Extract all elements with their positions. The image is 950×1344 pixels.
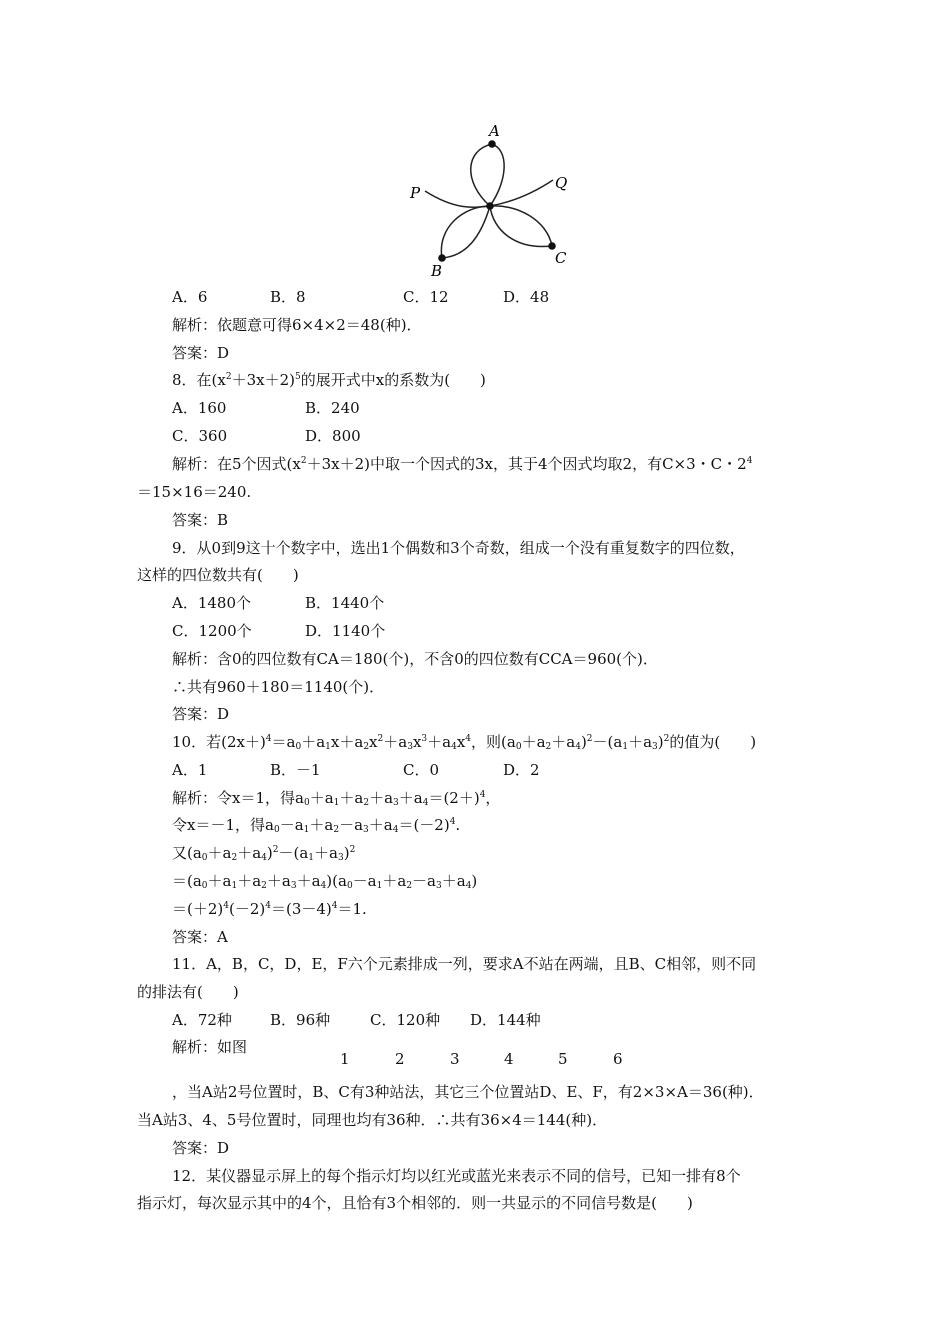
q8-option-a: A．160: [172, 399, 227, 417]
q7-analysis: 解析：依题意可得6×4×2＝48(种)．: [172, 316, 422, 334]
q9-answer: 答案：D: [172, 705, 230, 723]
q11-stem-line2: 的排法有( ): [137, 983, 239, 1001]
q10-analysis-line5: $=(+2)^4(-2)^4=(3-4)^4=1$.: [172, 900, 367, 918]
q8-option-d: D．800: [305, 427, 361, 445]
q9-stem-line1: 9．从0到9这十个数字中，选出1个偶数和3个奇数，组成一个没有重复数字的四位数，: [172, 539, 745, 557]
q9-option-d: D．1140个: [305, 622, 386, 640]
position-1: 1: [340, 1050, 350, 1068]
q11-option-d: D．144种: [470, 1011, 541, 1029]
q12-stem-line2: 指示灯，每次显示其中的4个，且恰有3个相邻的．则一共显示的不同信号数是( ): [137, 1194, 693, 1212]
node-a: [488, 140, 496, 148]
q10-analysis-line3: 又$(a_0+a_2+a_4)^2-(a_1+a_3)^2$: [172, 844, 356, 863]
position-5: 5: [558, 1050, 568, 1068]
q10-analysis-line2: 令x＝－1，得$a_0-a_1+a_2-a_3+a_4=(-2)^4$.: [172, 816, 461, 835]
q7-option-c: C．12: [403, 288, 449, 306]
q11-option-a: A．72种: [172, 1011, 232, 1029]
q9-stem-line2: 这样的四位数共有( ): [137, 566, 299, 584]
label-c: C: [555, 249, 567, 267]
q7-option-d: D．48: [503, 288, 550, 306]
petal-b-lower: [442, 206, 490, 258]
label-p: P: [410, 184, 421, 202]
petal-b-upper: [441, 206, 490, 258]
q11-option-c: C．120种: [370, 1011, 441, 1029]
position-2: 2: [395, 1050, 405, 1068]
q9-option-b: B．1440个: [305, 594, 385, 612]
q10-stem: 10．若$(2x+)^4=a_0+a_1x+a_2x^2+a_3x^3+a_4x^4$，则$(a_0+a_2+a_4)^2-(a_1+a_3)^2$的值为( ): [172, 733, 757, 752]
q8-analysis: 解析：在5个因式$(x^2+3x+2)$中取一个因式的3x，其于4个因式均取2，有C×3・C・$2^4$: [172, 455, 753, 473]
q11-analysis-line3: 当A站3、4、5号位置时，同理也均有36种．∴共有36×4＝144(种)．: [137, 1111, 608, 1129]
node-b: [438, 254, 446, 262]
q8-option-b: B．240: [305, 399, 360, 417]
q11-stem-line1: 11．A，B，C，D，E，F六个元素排成一列，要求A不站在两端，且B、C相邻，则不同: [172, 955, 757, 973]
q10-answer: 答案：A: [172, 928, 228, 946]
q10-option-a: A．1: [172, 761, 208, 779]
q10-option-d: D．2: [503, 761, 540, 779]
label-b: B: [431, 262, 443, 280]
node-center: [486, 202, 494, 210]
q11-analysis-label: 解析：如图: [172, 1038, 248, 1056]
q11-analysis-line2: ，当A站2号位置时，B、C有3种站法，其它三个位置站D、E、F，有2×3×A＝36(种)．: [172, 1083, 764, 1101]
petal-a-left: [471, 144, 492, 206]
q8-stem: 8．在$(x^2+3x+2)^5$的展开式中x的系数为( ): [172, 371, 486, 389]
q7-option-b: B．8: [270, 288, 306, 306]
q7-option-a: A．6: [172, 288, 208, 306]
q9-option-c: C．1200个: [172, 622, 252, 640]
q7-answer: 答案：D: [172, 344, 230, 362]
q9-option-a: A．1480个: [172, 594, 252, 612]
q10-option-c: C．0: [403, 761, 440, 779]
q8-option-c: C．360: [172, 427, 228, 445]
q11-option-b: B．96种: [270, 1011, 331, 1029]
petal-c-upper: [490, 206, 552, 246]
q9-analysis-line2: ∴共有960＋180＝1140(个)．: [172, 678, 385, 696]
q11-answer: 答案：D: [172, 1139, 230, 1157]
position-3: 3: [450, 1050, 460, 1068]
position-6: 6: [613, 1050, 623, 1068]
q12-stem-line1: 12．某仪器显示屏上的每个指示灯均以红光或蓝光来表示不同的信号，已知一排有8个: [172, 1167, 741, 1185]
petal-a-right: [490, 144, 504, 206]
q9-analysis-line1: 解析：含0的四位数有CA＝180(个)，不含0的四位数有CCA＝960(个)．: [172, 650, 658, 668]
position-4: 4: [504, 1050, 514, 1068]
label-q: Q: [555, 174, 568, 192]
flower-graph-figure: [395, 118, 585, 283]
q8-analysis-line2: ＝15×16＝240.: [137, 483, 252, 501]
q10-option-b: B．－1: [270, 761, 321, 779]
q10-analysis-line1: 解析：令x＝1，得$a_0+a_1+a_2+a_3+a_4=(2+)^4$，: [172, 789, 501, 808]
q10-analysis-line4: $=(a_0+a_1+a_2+a_3+a_4)(a_0-a_1+a_2-a_3+a_4)$: [172, 872, 478, 891]
q8-answer: 答案：B: [172, 511, 229, 529]
label-a: A: [489, 122, 500, 140]
